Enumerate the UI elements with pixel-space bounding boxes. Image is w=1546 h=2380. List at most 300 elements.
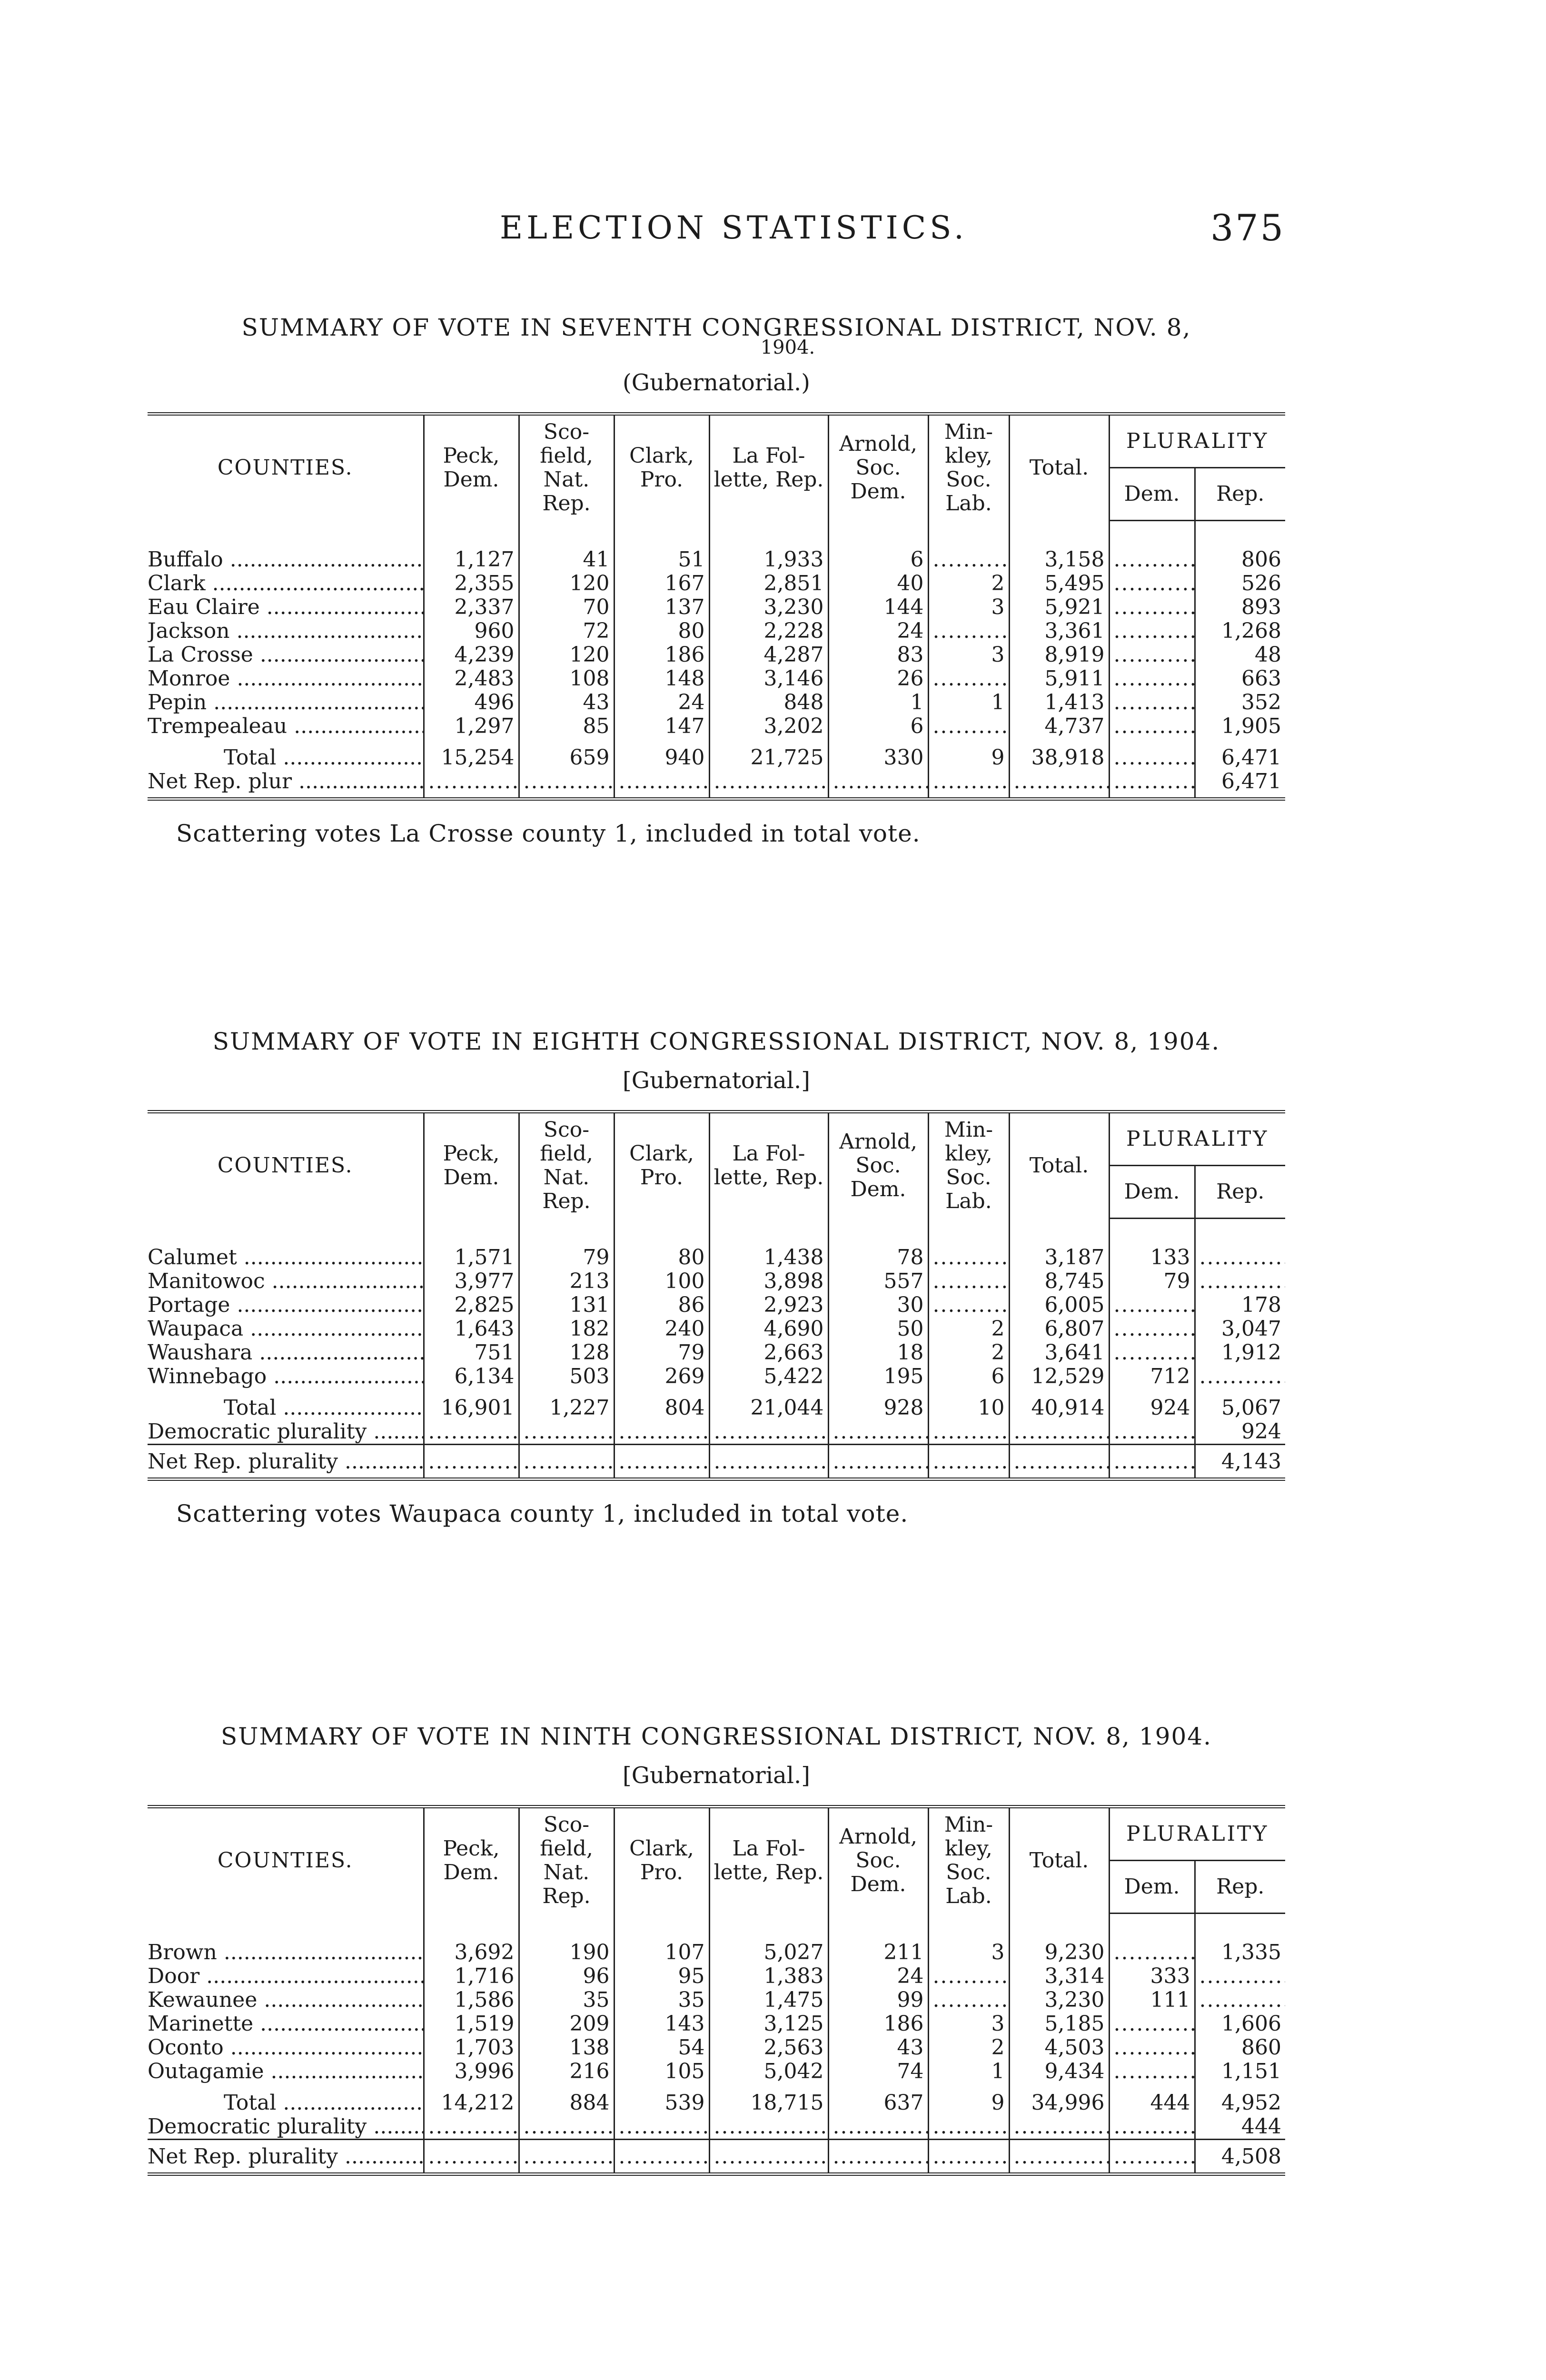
cell-total: 34,996 (1009, 2083, 1109, 2115)
cell-peck: 751 (424, 1341, 519, 1365)
cell-rep: 1,912 (1195, 1341, 1285, 1365)
column-header-peck: Peck, Dem. (424, 1112, 519, 1219)
county-name (148, 1269, 424, 1293)
column-header-clark: Clark, Pro. (614, 414, 709, 521)
spacer-cell (1009, 520, 1109, 548)
cell-dem: 712 (1109, 1365, 1195, 1388)
cell-peck: 14,212 (424, 2083, 519, 2115)
spacer-cell (709, 520, 828, 548)
cell-total: 40,914 (1009, 1388, 1109, 1420)
cell-minkley: 3 (928, 595, 1009, 619)
column-header-lafollette: La Fol- lette, Rep. (709, 414, 828, 521)
county-name (148, 1988, 424, 2012)
cell-rep: 663 (1195, 667, 1285, 691)
cell-arnold: 211 (828, 1941, 928, 1964)
summary-label-text: Net Rep. plur ..... (148, 770, 424, 793)
summary-label (148, 1420, 424, 1445)
cell-lafollette: 4,287 (709, 643, 828, 667)
county-row (148, 572, 1285, 595)
spacer-cell (424, 1218, 519, 1246)
spacer-cell (928, 1913, 1009, 1941)
cell-minkley (928, 1444, 1009, 1479)
cell-dem: 333 (1109, 1964, 1195, 1988)
county-label: Marinette ..... (148, 2012, 424, 2036)
cell-scofield: 72 (519, 619, 614, 643)
cell-scofield: 79 (519, 1246, 614, 1269)
county-row (148, 1341, 1285, 1365)
county-name (148, 1317, 424, 1341)
cell-lafollette: 1,475 (709, 1988, 828, 2012)
cell-clark: 269 (614, 1365, 709, 1388)
spacer-cell (614, 520, 709, 548)
plurality-row (148, 1420, 1285, 1445)
county-row (148, 667, 1285, 691)
scattering-note: Scattering votes Waupaca county 1, included in total vote. (176, 1499, 909, 1527)
county-row (148, 2036, 1285, 2060)
cell-peck (424, 1444, 519, 1479)
cell-arnold (828, 770, 928, 799)
cell-arnold: 43 (828, 2036, 928, 2060)
spacer-cell (709, 1913, 828, 1941)
cell-peck: 1,703 (424, 2036, 519, 2060)
cell-scofield: 96 (519, 1964, 614, 1988)
column-header-plurality: PLURALITY (1109, 414, 1285, 468)
cell-arnold: 50 (828, 1317, 928, 1341)
cell-rep: 4,143 (1195, 1444, 1285, 1479)
cell-dem (1109, 643, 1195, 667)
cell-lafollette: 2,663 (709, 1341, 828, 1365)
cell-peck: 3,692 (424, 1941, 519, 1964)
cell-arnold: 195 (828, 1365, 928, 1388)
section-subtitle: [Gubernatorial.] (622, 1762, 811, 1789)
cell-lafollette: 3,125 (709, 2012, 828, 2036)
cell-dem (1109, 2139, 1195, 2174)
summary-label (148, 770, 424, 799)
cell-total: 4,503 (1009, 2036, 1109, 2060)
cell-minkley: 1 (928, 2060, 1009, 2083)
cell-lafollette: 21,044 (709, 1388, 828, 1420)
spacer-cell (1195, 520, 1285, 548)
county-name (148, 1246, 424, 1269)
cell-minkley: 2 (928, 1317, 1009, 1341)
cell-scofield: 216 (519, 2060, 614, 2083)
cell-lafollette: 1,933 (709, 548, 828, 572)
cell-lafollette: 1,383 (709, 1964, 828, 1988)
county-label: Jackson ..... (148, 619, 424, 643)
cell-lafollette: 2,923 (709, 1293, 828, 1317)
county-row (148, 1293, 1285, 1317)
cell-scofield (519, 2115, 614, 2140)
cell-rep: 1,905 (1195, 714, 1285, 738)
county-label: Manitowoc ..... (148, 1269, 424, 1293)
cell-scofield: 131 (519, 1293, 614, 1317)
cell-arnold (828, 2115, 928, 2140)
column-header-total: Total. (1009, 1807, 1109, 1914)
cell-arnold: 18 (828, 1341, 928, 1365)
county-name (148, 667, 424, 691)
cell-minkley (928, 548, 1009, 572)
cell-rep: 5,067 (1195, 1388, 1285, 1420)
cell-total: 8,745 (1009, 1269, 1109, 1293)
summary-label (148, 2115, 424, 2140)
scattering-note: Scattering votes La Crosse county 1, included in total vote. (176, 819, 921, 847)
county-name (148, 1941, 424, 1964)
county-row (148, 1941, 1285, 1964)
plurality-row (148, 770, 1285, 799)
cell-dem (1109, 1420, 1195, 1445)
cell-dem (1109, 714, 1195, 738)
cell-total: 3,187 (1009, 1246, 1109, 1269)
cell-arnold: 74 (828, 2060, 928, 2083)
county-row (148, 643, 1285, 667)
total-row (148, 738, 1285, 770)
county-name (148, 1293, 424, 1317)
cell-clark: 105 (614, 2060, 709, 2083)
column-header-plurality: PLURALITY (1109, 1112, 1285, 1166)
cell-clark: 95 (614, 1964, 709, 1988)
cell-dem (1109, 2012, 1195, 2036)
section-subtitle: [Gubernatorial.] (622, 1067, 811, 1094)
cell-arnold: 186 (828, 2012, 928, 2036)
county-label: Clark ..... (148, 572, 424, 595)
cell-minkley: 2 (928, 572, 1009, 595)
cell-peck: 2,355 (424, 572, 519, 595)
cell-minkley (928, 1964, 1009, 1988)
cell-total: 5,921 (1009, 595, 1109, 619)
cell-clark: 240 (614, 1317, 709, 1341)
cell-scofield: 43 (519, 691, 614, 714)
cell-arnold: 6 (828, 714, 928, 738)
cell-arnold: 30 (828, 1293, 928, 1317)
cell-lafollette: 3,146 (709, 667, 828, 691)
section-title: SUMMARY OF VOTE IN NINTH CONGRESSIONAL DISTRICT, NOV. 8, 1904. (221, 1723, 1212, 1750)
county-label: Trempealeau ..... (148, 714, 424, 738)
cell-clark: 54 (614, 2036, 709, 2060)
cell-rep: 860 (1195, 2036, 1285, 2060)
cell-clark: 35 (614, 1988, 709, 2012)
cell-rep: 352 (1195, 691, 1285, 714)
county-name (148, 572, 424, 595)
column-header-total: Total. (1009, 1112, 1109, 1219)
county-label: La Crosse ..... (148, 643, 424, 667)
county-name (148, 2060, 424, 2083)
cell-scofield: 209 (519, 2012, 614, 2036)
cell-total (1009, 1420, 1109, 1445)
cell-dem (1109, 572, 1195, 595)
column-header-arnold: Arnold, Soc. Dem. (828, 414, 928, 521)
cell-lafollette: 5,422 (709, 1365, 828, 1388)
spacer-cell (1195, 1218, 1285, 1246)
cell-scofield (519, 2139, 614, 2174)
cell-scofield: 120 (519, 643, 614, 667)
summary-label-text: Democratic plurality ..... (148, 1420, 424, 1444)
spacer-cell (424, 520, 519, 548)
county-row (148, 1246, 1285, 1269)
cell-minkley (928, 770, 1009, 799)
cell-dem: 924 (1109, 1388, 1195, 1420)
spacer-cell (424, 1913, 519, 1941)
cell-minkley: 9 (928, 738, 1009, 770)
county-label: Portage ..... (148, 1293, 424, 1317)
cell-dem (1109, 619, 1195, 643)
cell-lafollette (709, 1420, 828, 1445)
cell-total: 9,230 (1009, 1941, 1109, 1964)
cell-dem (1109, 2060, 1195, 2083)
cell-total: 6,005 (1009, 1293, 1109, 1317)
spacer-cell (828, 1218, 928, 1246)
county-name (148, 643, 424, 667)
county-row (148, 714, 1285, 738)
ninth-district-section (148, 1723, 1285, 2176)
column-header-plurality-dem: Dem. (1109, 1166, 1195, 1218)
column-header-total: Total. (1009, 414, 1109, 521)
cell-peck: 15,254 (424, 738, 519, 770)
cell-lafollette: 2,228 (709, 619, 828, 643)
county-label: Eau Claire ..... (148, 595, 424, 619)
column-header-counties: COUNTIES. (148, 1807, 424, 1914)
spacer-cell (1195, 1913, 1285, 1941)
cell-lafollette: 1,438 (709, 1246, 828, 1269)
cell-scofield: 108 (519, 667, 614, 691)
cell-minkley: 6 (928, 1365, 1009, 1388)
county-label: Buffalo ..... (148, 548, 424, 572)
cell-dem (1109, 667, 1195, 691)
county-name (148, 714, 424, 738)
cell-clark (614, 1444, 709, 1479)
cell-total: 12,529 (1009, 1365, 1109, 1388)
summary-label-text: Democratic plurality ..... (148, 2115, 424, 2139)
county-row (148, 548, 1285, 572)
cell-clark: 186 (614, 643, 709, 667)
cell-peck (424, 1420, 519, 1445)
cell-rep: 526 (1195, 572, 1285, 595)
cell-lafollette: 3,230 (709, 595, 828, 619)
cell-clark (614, 2139, 709, 2174)
cell-peck (424, 770, 519, 799)
cell-rep: 1,606 (1195, 2012, 1285, 2036)
county-row (148, 1269, 1285, 1293)
cell-dem (1109, 691, 1195, 714)
column-header-plurality-dem: Dem. (1109, 1861, 1195, 1913)
vote-table (148, 1805, 1285, 2176)
cell-total: 3,361 (1009, 619, 1109, 643)
cell-total: 3,314 (1009, 1964, 1109, 1988)
cell-lafollette: 848 (709, 691, 828, 714)
cell-dem (1109, 1293, 1195, 1317)
cell-rep: 3,047 (1195, 1317, 1285, 1341)
section-title: SUMMARY OF VOTE IN SEVENTH CONGRESSIONAL DISTRICT, NOV. 8, (241, 314, 1191, 341)
cell-peck: 496 (424, 691, 519, 714)
county-label: Pepin ..... (148, 691, 424, 714)
cell-scofield: 182 (519, 1317, 614, 1341)
county-label: Waupaca ..... (148, 1317, 424, 1341)
cell-arnold: 6 (828, 548, 928, 572)
cell-minkley (928, 1269, 1009, 1293)
cell-rep: 1,335 (1195, 1941, 1285, 1964)
cell-lafollette: 2,851 (709, 572, 828, 595)
cell-lafollette: 2,563 (709, 2036, 828, 2060)
cell-rep: 178 (1195, 1293, 1285, 1317)
cell-rep: 444 (1195, 2115, 1285, 2140)
cell-dem: 133 (1109, 1246, 1195, 1269)
county-row (148, 2060, 1285, 2083)
cell-total: 1,413 (1009, 691, 1109, 714)
cell-scofield: 213 (519, 1269, 614, 1293)
spacer-cell (1109, 520, 1195, 548)
plurality-row (148, 2115, 1285, 2140)
cell-peck: 2,337 (424, 595, 519, 619)
cell-clark: 137 (614, 595, 709, 619)
cell-peck: 2,825 (424, 1293, 519, 1317)
cell-peck: 1,127 (424, 548, 519, 572)
cell-peck: 1,643 (424, 1317, 519, 1341)
section-subtitle: (Gubernatorial.) (622, 369, 811, 396)
cell-clark (614, 770, 709, 799)
cell-rep: 1,268 (1195, 619, 1285, 643)
county-label: Brown ..... (148, 1941, 424, 1964)
cell-dem (1109, 595, 1195, 619)
county-name (148, 2036, 424, 2060)
cell-arnold: 144 (828, 595, 928, 619)
column-header-counties: COUNTIES. (148, 1112, 424, 1219)
cell-arnold (828, 1444, 928, 1479)
county-name (148, 691, 424, 714)
cell-arnold: 40 (828, 572, 928, 595)
county-row (148, 619, 1285, 643)
county-name (148, 1341, 424, 1365)
cell-total: 3,230 (1009, 1988, 1109, 2012)
summary-label (148, 738, 424, 770)
cell-arnold: 83 (828, 643, 928, 667)
cell-total: 3,158 (1009, 548, 1109, 572)
column-header-plurality: PLURALITY (1109, 1807, 1285, 1861)
cell-scofield: 128 (519, 1341, 614, 1365)
cell-peck: 1,716 (424, 1964, 519, 1988)
summary-label-text: Total ..... (224, 2091, 424, 2115)
column-header-plurality-rep: Rep. (1195, 1166, 1285, 1218)
county-label: Oconto ..... (148, 2036, 424, 2060)
cell-minkley: 3 (928, 643, 1009, 667)
column-header-peck: Peck, Dem. (424, 414, 519, 521)
cell-lafollette: 5,042 (709, 2060, 828, 2083)
county-label: Outagamie ..... (148, 2060, 424, 2083)
spacer-cell (709, 1218, 828, 1246)
spacer-cell (828, 520, 928, 548)
spacer-cell (614, 1913, 709, 1941)
cell-rep (1195, 1269, 1285, 1293)
column-header-clark: Clark, Pro. (614, 1807, 709, 1914)
column-header-arnold: Arnold, Soc. Dem. (828, 1807, 928, 1914)
cell-clark: 804 (614, 1388, 709, 1420)
cell-rep (1195, 1246, 1285, 1269)
cell-dem (1109, 2115, 1195, 2140)
cell-arnold (828, 1420, 928, 1445)
cell-scofield: 503 (519, 1365, 614, 1388)
column-header-counties: COUNTIES. (148, 414, 424, 521)
column-header-scofield: Sco- field, Nat. Rep. (519, 414, 614, 521)
cell-minkley: 3 (928, 1941, 1009, 1964)
cell-total: 8,919 (1009, 643, 1109, 667)
cell-minkley: 3 (928, 2012, 1009, 2036)
spacer-cell (148, 1218, 424, 1246)
spacer-cell (519, 1913, 614, 1941)
cell-peck: 1,297 (424, 714, 519, 738)
cell-scofield: 190 (519, 1941, 614, 1964)
vote-table (148, 1110, 1285, 1481)
column-header-minkley: Min- kley, Soc. Lab. (928, 414, 1009, 521)
cell-lafollette (709, 2139, 828, 2174)
cell-peck: 960 (424, 619, 519, 643)
column-header-clark: Clark, Pro. (614, 1112, 709, 1219)
summary-label (148, 2083, 424, 2115)
cell-clark: 86 (614, 1293, 709, 1317)
cell-scofield: 138 (519, 2036, 614, 2060)
summary-label-text: Total ..... (224, 745, 424, 770)
county-name (148, 548, 424, 572)
cell-peck: 6,134 (424, 1365, 519, 1388)
cell-arnold: 330 (828, 738, 928, 770)
county-label: Winnebago ..... (148, 1365, 424, 1388)
cell-total: 4,737 (1009, 714, 1109, 738)
cell-arnold: 24 (828, 619, 928, 643)
county-label: Door ..... (148, 1964, 424, 1988)
cell-minkley (928, 2115, 1009, 2140)
column-header-plurality-rep: Rep. (1195, 468, 1285, 520)
cell-scofield: 120 (519, 572, 614, 595)
column-header-lafollette: La Fol- lette, Rep. (709, 1112, 828, 1219)
total-row (148, 2083, 1285, 2115)
cell-rep: 1,151 (1195, 2060, 1285, 2083)
column-header-scofield: Sco- field, Nat. Rep. (519, 1112, 614, 1219)
cell-minkley (928, 1988, 1009, 2012)
spacer-cell (1109, 1913, 1195, 1941)
county-name (148, 1365, 424, 1388)
cell-rep (1195, 1365, 1285, 1388)
county-row (148, 1317, 1285, 1341)
county-label: Kewaunee ..... (148, 1988, 424, 2012)
cell-clark: 79 (614, 1341, 709, 1365)
cell-peck: 3,996 (424, 2060, 519, 2083)
column-header-minkley: Min- kley, Soc. Lab. (928, 1807, 1009, 1914)
cell-lafollette (709, 770, 828, 799)
cell-rep: 6,471 (1195, 770, 1285, 799)
county-row (148, 2012, 1285, 2036)
cell-arnold: 928 (828, 1388, 928, 1420)
cell-clark: 940 (614, 738, 709, 770)
cell-clark: 167 (614, 572, 709, 595)
column-header-scofield: Sco- field, Nat. Rep. (519, 1807, 614, 1914)
cell-arnold: 99 (828, 1988, 928, 2012)
running-head (148, 209, 1285, 252)
cell-rep: 806 (1195, 548, 1285, 572)
plurality-row (148, 1444, 1285, 1479)
cell-total: 9,434 (1009, 2060, 1109, 2083)
cell-scofield (519, 1420, 614, 1445)
cell-total (1009, 2139, 1109, 2174)
spacer-cell (614, 1218, 709, 1246)
cell-dem (1109, 738, 1195, 770)
cell-peck: 16,901 (424, 1388, 519, 1420)
cell-total: 5,185 (1009, 2012, 1109, 2036)
cell-clark: 80 (614, 1246, 709, 1269)
spacer-cell (1009, 1913, 1109, 1941)
summary-label-text: Net Rep. plurality ..... (148, 2144, 424, 2169)
spacer-cell (1109, 1218, 1195, 1246)
cell-rep (1195, 1988, 1285, 2012)
cell-clark: 24 (614, 691, 709, 714)
cell-dem (1109, 1444, 1195, 1479)
spacer-cell (928, 520, 1009, 548)
